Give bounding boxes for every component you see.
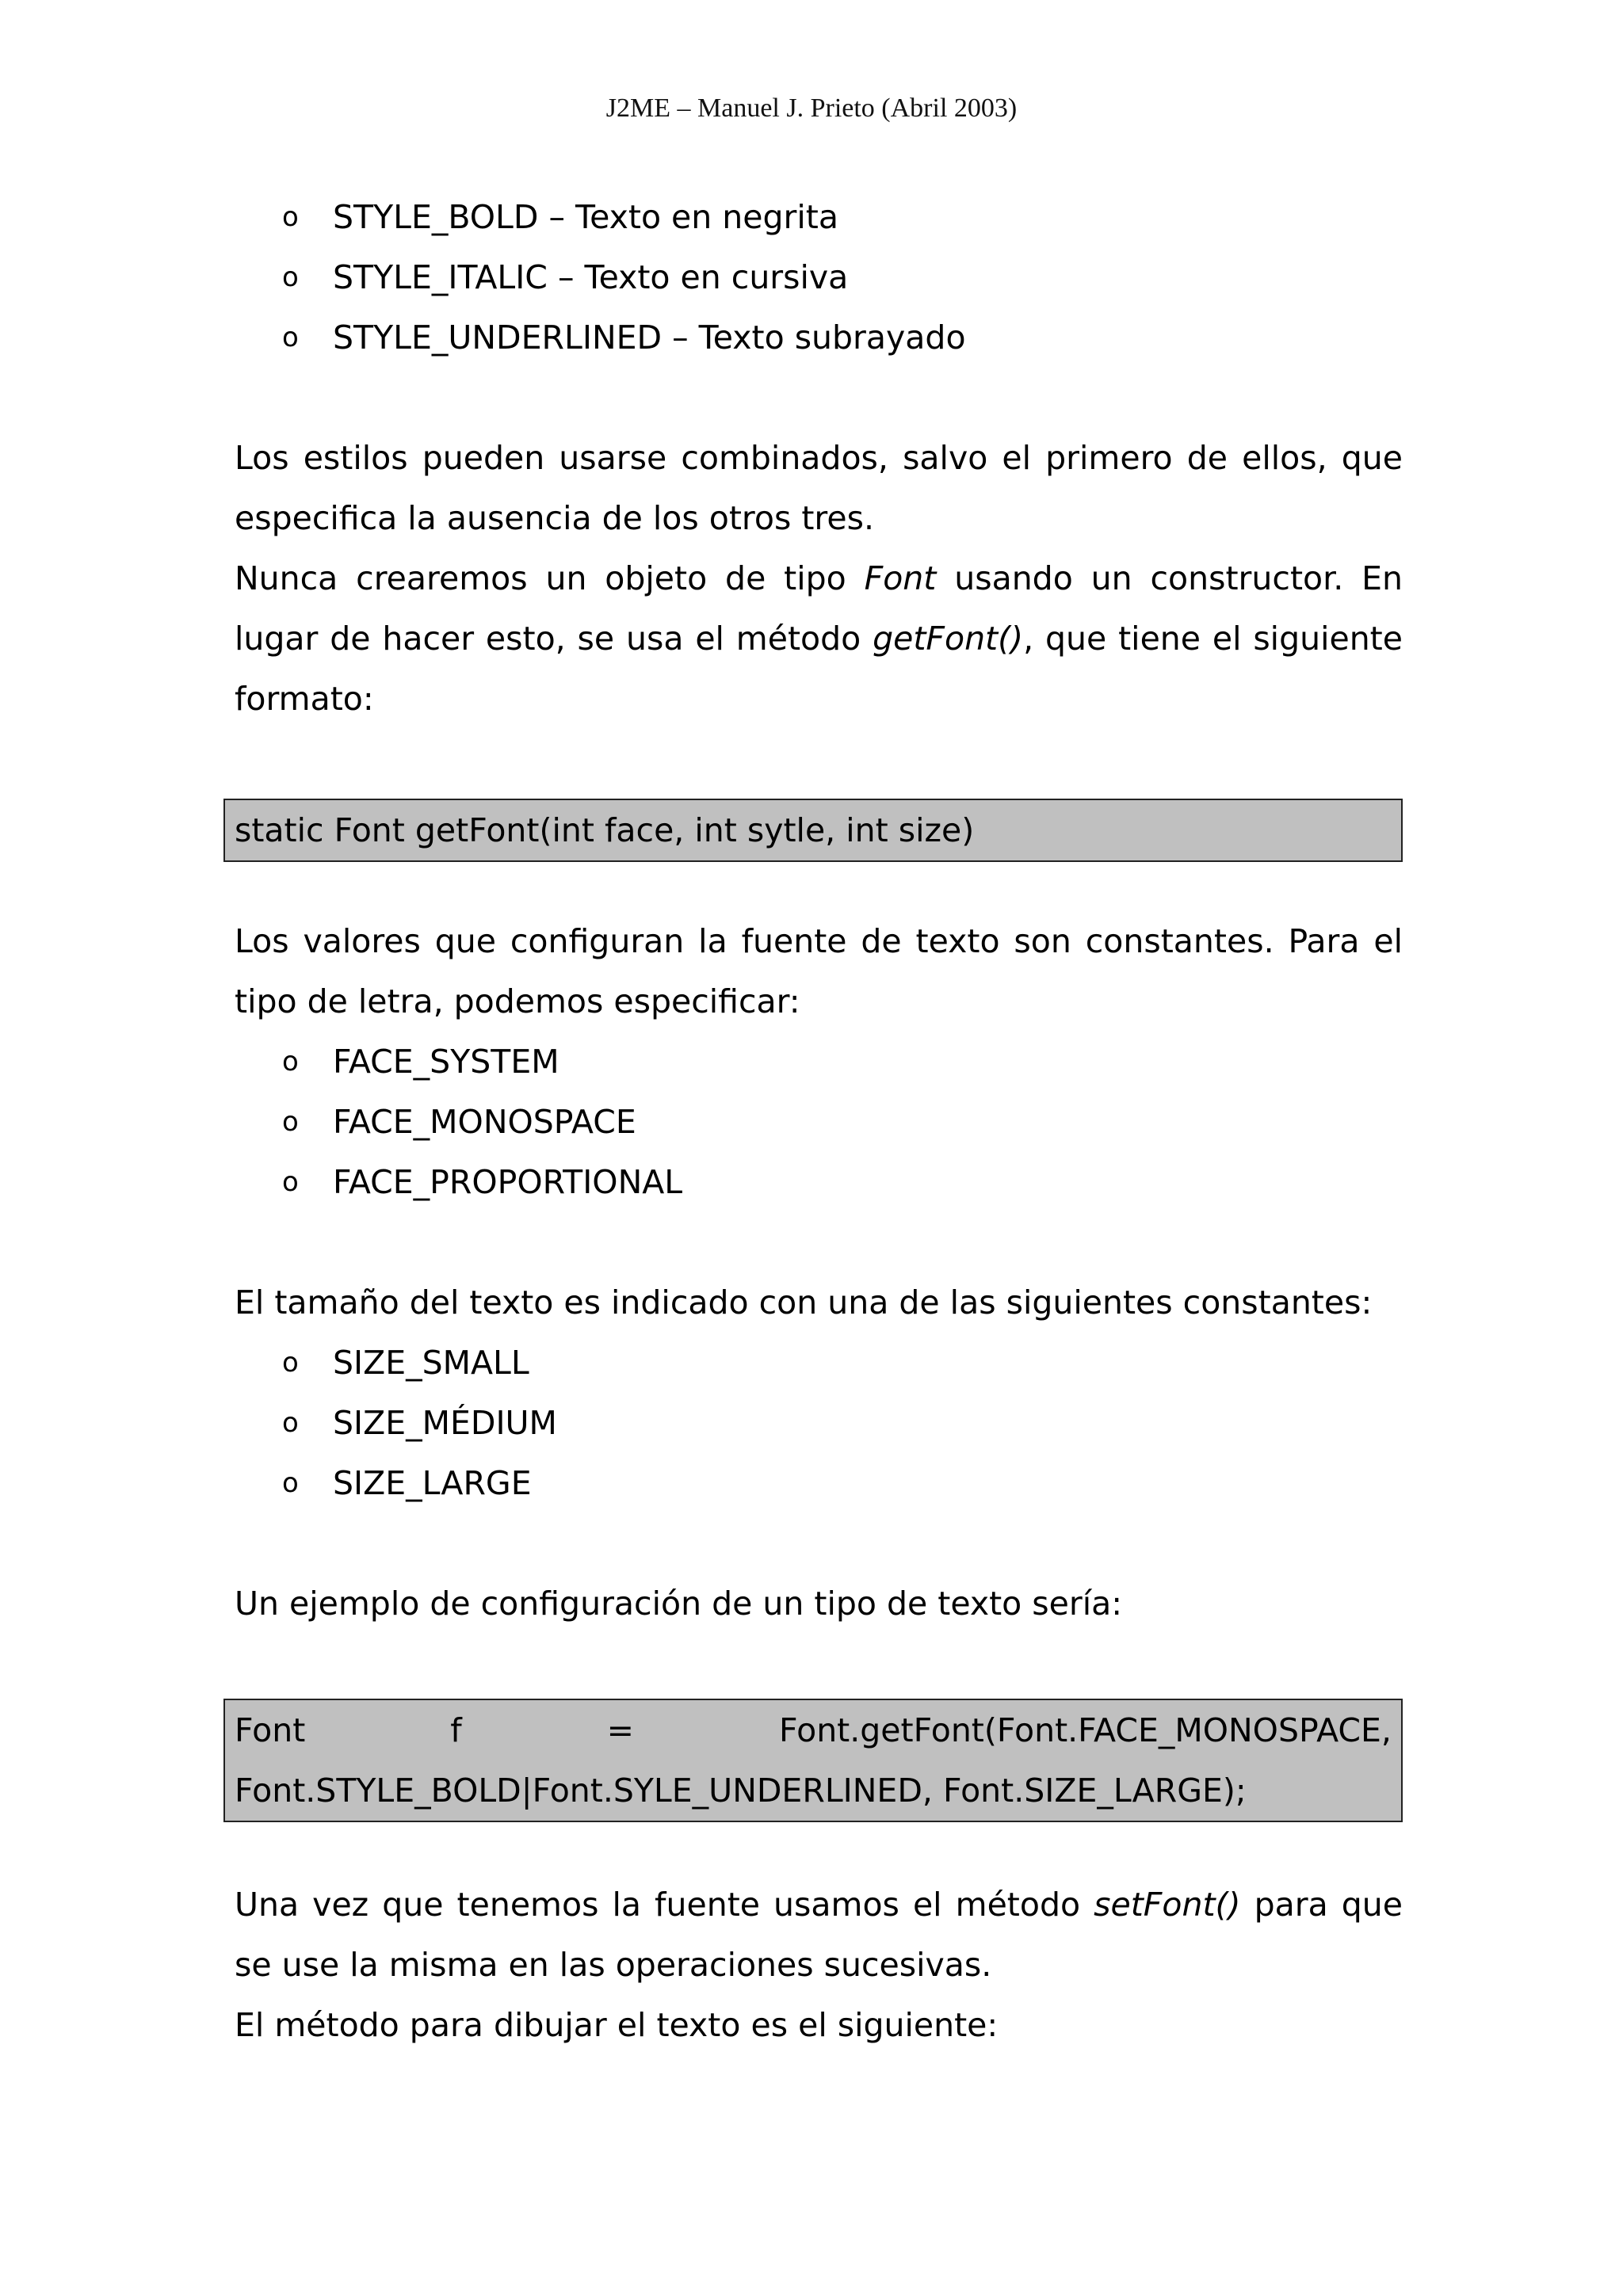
list-item: o SIZE_SMALL <box>235 1333 1403 1393</box>
running-header: J2ME – Manuel J. Prieto (Abril 2003) <box>605 93 1018 123</box>
paragraph-constant-values: Los valores que configuran la fuente de texto son constantes. Para el tipo de letra, podemos especificar: <box>235 922 1403 1020</box>
list-item: o STYLE_UNDERLINED – Texto subrayado <box>235 307 1403 368</box>
bullet-icon: o <box>282 1347 299 1379</box>
bullet-icon: o <box>282 322 299 353</box>
paragraph-no-constructor: Nunca crearemos un objeto de tipo Font usando un constructor. En lugar de hacer esto, se usa el método getFont(), que tiene el siguiente formato: <box>235 559 1403 718</box>
face-list <box>235 1032 1403 1212</box>
intro-paragraphs <box>235 428 1403 729</box>
bullet-icon: o <box>282 1106 299 1138</box>
paragraph-size-constants: El tamaño del texto es indicado con una de las siguientes constantes: <box>235 1283 1373 1322</box>
bullet-icon: o <box>282 261 299 293</box>
styles-list <box>235 187 1403 368</box>
code-line: static Font getFont(int face, int sytle, int size) <box>235 811 975 849</box>
list-item: o FACE_SYSTEM <box>235 1032 1403 1092</box>
bullet-icon: o <box>282 1407 299 1439</box>
size-section <box>235 1272 1403 1333</box>
example-section <box>235 1573 1403 1634</box>
closing-paragraphs <box>235 1875 1403 2055</box>
list-item: o SIZE_LARGE <box>235 1453 1403 1513</box>
code-block-getfont <box>223 799 1403 862</box>
paragraph-setfont: Una vez que tenemos la fuente usamos el método setFont() para que se use la misma en las operaciones sucesivas. <box>235 1886 1403 1984</box>
values-section <box>235 911 1403 1032</box>
code-block-example <box>223 1699 1403 1822</box>
bullet-icon: o <box>282 1467 299 1499</box>
list-item: o STYLE_ITALIC – Texto en cursiva <box>235 247 1403 307</box>
list-item: o FACE_PROPORTIONAL <box>235 1152 1403 1212</box>
paragraph-draw-method: El método para dibujar el texto es el siguiente: <box>235 2006 999 2044</box>
list-item: o FACE_MONOSPACE <box>235 1092 1403 1152</box>
size-list <box>235 1333 1403 1513</box>
paragraph-example-intro: Un ejemplo de configuración de un tipo de texto sería: <box>235 1585 1123 1623</box>
bullet-icon: o <box>282 1046 299 1077</box>
paragraph-combined-styles: Los estilos pueden usarse combinados, salvo el primero de ellos, que especifica la ausencia de los otros tres. <box>235 439 1403 537</box>
bullet-icon: o <box>282 1166 299 1198</box>
code-line: Font.STYLE_BOLD|Font.SYLE_UNDERLINED, Font.SIZE_LARGE); <box>235 1772 1247 1810</box>
list-item: o SIZE_MÉDIUM <box>235 1393 1403 1453</box>
bullet-icon: o <box>282 201 299 233</box>
list-item: o STYLE_BOLD – Texto en negrita <box>235 187 1403 247</box>
code-line: Font f = Font.getFont(Font.FACE_MONOSPACE, <box>235 1711 1392 1749</box>
